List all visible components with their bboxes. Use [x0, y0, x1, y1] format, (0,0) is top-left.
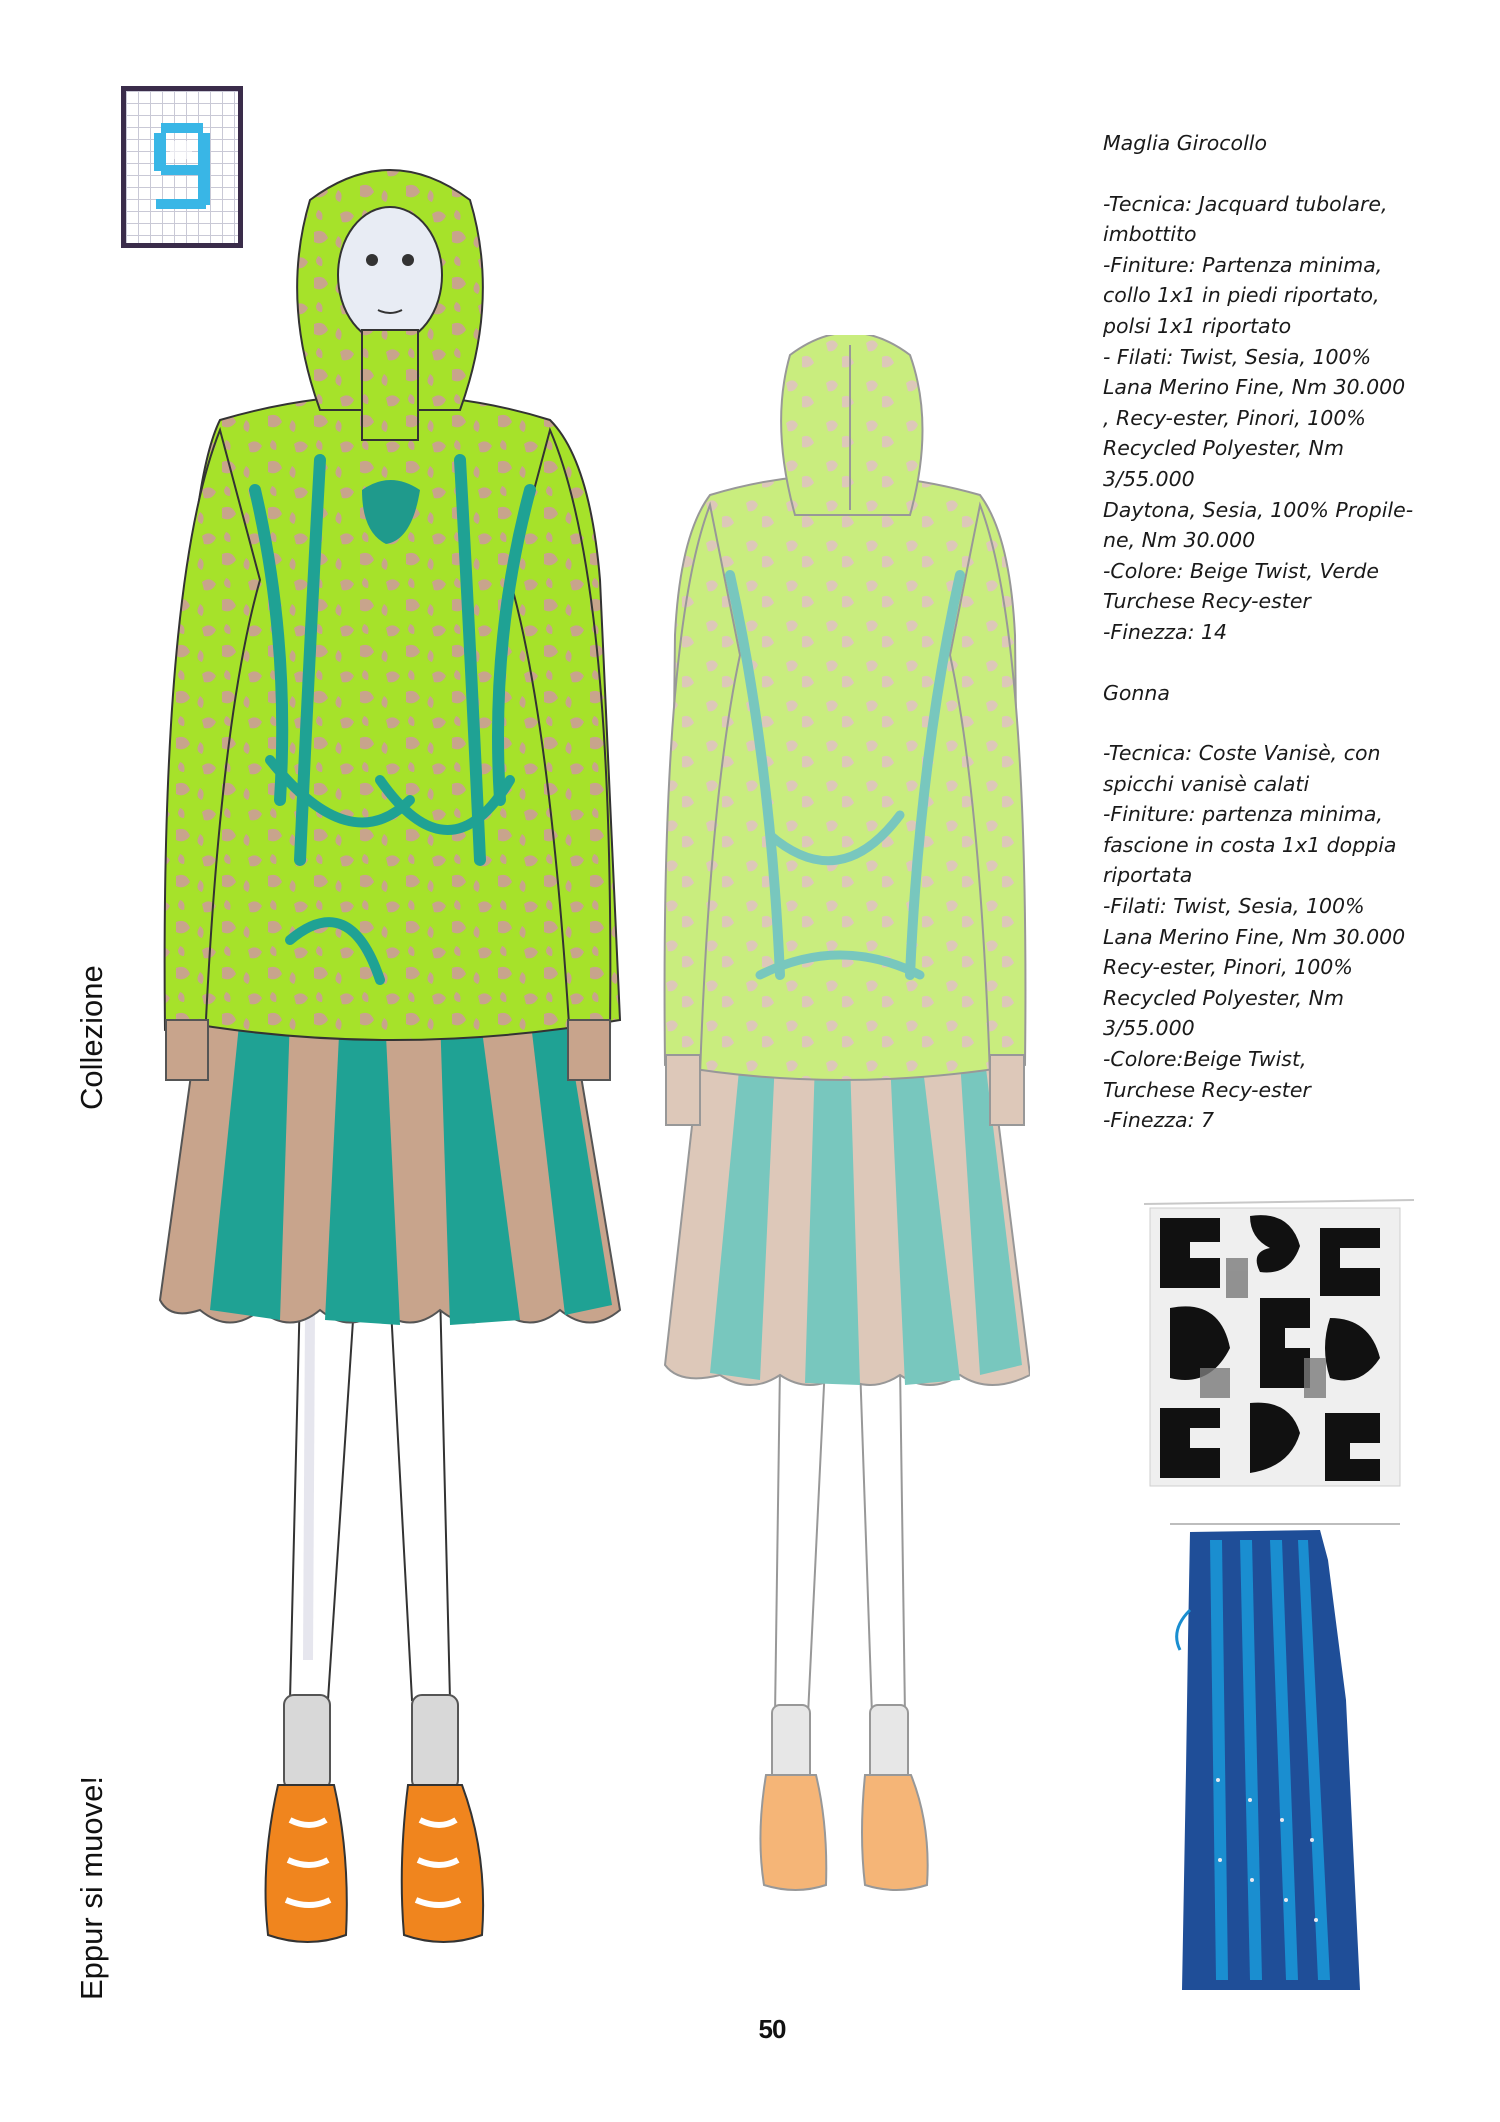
spec-line: Lana Merino Fine, Nm 30.000 — [1103, 375, 1406, 400]
skirt-title: Gonna — [1103, 680, 1170, 705]
spec-line: Recycled Polyester, Nm — [1103, 985, 1344, 1010]
spec-line: collo 1x1 in piedi riportato, — [1103, 283, 1380, 308]
sweater-title: Maglia Girocollo — [1103, 131, 1268, 155]
spec-line: Turchese Recy-ester — [1103, 1077, 1311, 1102]
back-figure-illustration — [660, 335, 1030, 1935]
spec-line: , Recy-ester, Pinori, 100% — [1103, 405, 1366, 430]
spec-line: spicchi vanisè calati — [1103, 771, 1310, 796]
spec-line: Turchese Recy-ester — [1103, 589, 1311, 614]
spec-sheet — [1103, 128, 1483, 1136]
spec-line: polsi 1x1 riportato — [1103, 313, 1292, 338]
collection-title-label: Eppur si muove! — [74, 1776, 109, 2000]
spec-line: -Colore: Beige Twist, Verde — [1103, 558, 1380, 583]
front-figure-illustration — [150, 160, 630, 2040]
spec-line: fascione in costa 1x1 doppia — [1103, 832, 1397, 857]
jacquard-knit-swatch — [1130, 1198, 1420, 1496]
spec-line: imbottito — [1103, 222, 1197, 247]
ribbed-knit-swatch — [1170, 1520, 1400, 1995]
sweater-specs — [1103, 189, 1483, 648]
spec-line: -Colore:Beige Twist, — [1103, 1047, 1307, 1072]
spec-line: 3/55.000 — [1103, 1016, 1195, 1041]
spec-line: -Finiture: Partenza minima, — [1103, 252, 1383, 277]
spec-line: -Filati: Twist, Sesia, 100% — [1103, 894, 1365, 919]
spec-line: -Finezza: 7 — [1103, 1108, 1215, 1133]
spec-line: Recy-ester, Pinori, 100% — [1103, 955, 1353, 980]
spec-line: riportata — [1103, 863, 1193, 888]
spec-line: ne, Nm 30.000 — [1103, 528, 1256, 553]
spec-line: -Finiture: partenza minima, — [1103, 802, 1383, 827]
skirt-specs — [1103, 738, 1483, 1136]
page-number: 50 — [758, 2014, 786, 2044]
spec-line: - Filati: Twist, Sesia, 100% — [1103, 344, 1372, 369]
spec-line: -Finezza: 14 — [1103, 619, 1228, 644]
spec-line: Lana Merino Fine, Nm 30.000 — [1103, 924, 1406, 949]
collection-label: Collezione — [74, 965, 109, 1110]
spec-line: Recycled Polyester, Nm — [1103, 436, 1344, 461]
spec-line: 3/55.000 — [1103, 466, 1195, 491]
spec-line: Daytona, Sesia, 100% Propile- — [1103, 497, 1414, 522]
spec-line: -Tecnica: Jacquard tubolare, — [1103, 191, 1388, 216]
spec-line: -Tecnica: Coste Vanisè, con — [1103, 741, 1381, 766]
badge-number: 9 — [181, 186, 183, 187]
